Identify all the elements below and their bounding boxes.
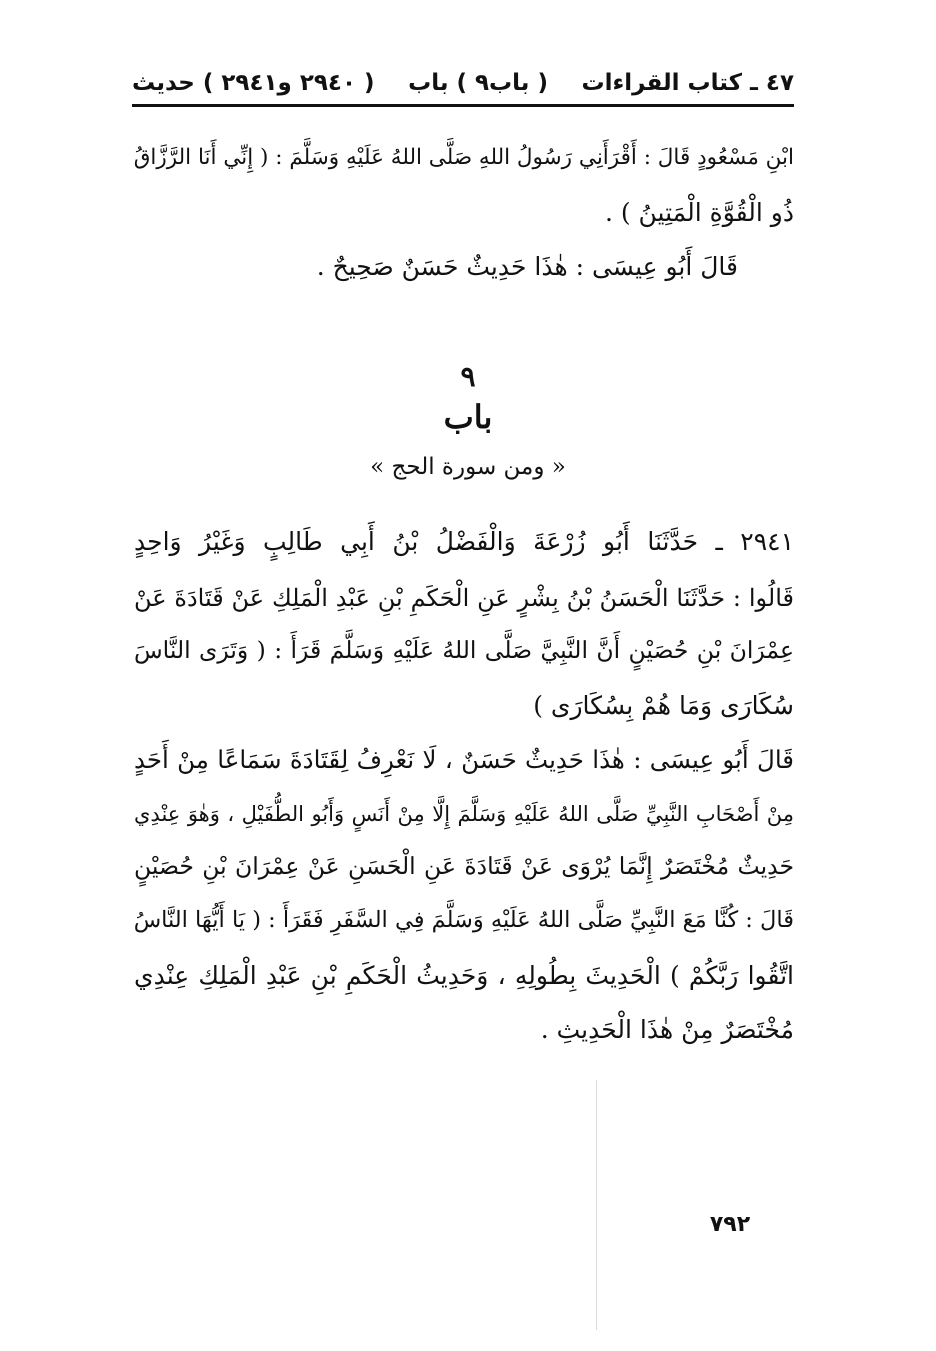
chapter-number: ٩ — [460, 360, 476, 393]
header-rule — [132, 104, 794, 107]
hadith-line-3: عِمْرَانَ بْنِ حُصَيْنٍ أَنَّ النَّبِيَّ صَلَّى اللهُ عَلَيْهِ وَسَلَّمَ قَرَأَ : ( وَتَرَى النَّاسَ — [134, 636, 794, 664]
comment-line-6: مُخْتَصَرٌ مِنْ هٰذَا الْحَدِيثِ . — [540, 1015, 794, 1044]
prev-hadith-line-2: ذُو الْقُوَّةِ الْمَتِينُ ) . — [604, 198, 794, 227]
comment-line-4: قَالَ : كُنَّا مَعَ النَّبِيِّ صَلَّى اللهُ عَلَيْهِ وَسَلَّمَ فِي السَّفَرِ فَقَرَأَ : ( يَا أَيُّهَا النَّاسُ — [133, 907, 794, 933]
prev-hadith-grading: قَالَ أَبُو عِيسَى : هٰذَا حَدِيثٌ حَسَنٌ صَحِيحٌ . — [316, 252, 738, 281]
comment-line-3: حَدِيثٌ مُخْتَصَرٌ إِنَّمَا يُرْوَى عَنْ قَتَادَةَ عَنِ الْحَسَنِ عَنْ عِمْرَانَ بْنِ حُصَيْنٍ — [134, 852, 794, 880]
prev-hadith-line-1: ابْنِ مَسْعُودٍ قَالَ : أَقْرَأَنِي رَسُولُ اللهِ صَلَّى اللهُ عَلَيْهِ وَسَلَّمَ : ( إِنِّي أَنَا الرَّزَّاقُ — [133, 145, 794, 170]
hadith-line-1: ٢٩٤١ ـ حَدَّثَنَا أَبُو زُرْعَةَ وَالْفَضْلُ بْنُ أَبِي طَالِبٍ وَغَيْرُ وَاحِدٍ — [134, 527, 794, 556]
hadith-line-4: سُكَارَى وَمَا هُمْ بِسُكَارَى ) — [533, 691, 794, 720]
hadith-line-2: قَالُوا : حَدَّثَنَا الْحَسَنُ بْنُ بِشْرٍ عَنِ الْحَكَمِ بْنِ عَبْدِ الْمَلِكِ عَنْ قَتَادَةَ عَنْ — [134, 584, 794, 612]
chapter-title: باب — [443, 398, 493, 436]
running-header — [132, 66, 794, 100]
header-book-title: ٤٧ ـ كتاب القراءات — [581, 70, 794, 96]
comment-line-5: اتَّقُوا رَبَّكُمْ ) الْحَدِيثَ بِطُولِهِ ، وَحَدِيثُ الْحَكَمِ بْنِ عَبْدِ الْمَلِكِ عِنْدِي — [134, 961, 794, 990]
comment-line-2: مِنْ أَصْحَابِ النَّبِيِّ صَلَّى اللهُ عَلَيْهِ وَسَلَّمَ إِلَّا مِنْ أَنَسٍ وَأَبُو الطُّفَيْلِ ، وَهٰوَ عِنْدِي — [134, 802, 794, 826]
chapter-subtitle: « ومن سورة الحج » — [370, 454, 566, 480]
header-chapter: ( باب٩ ) باب — [408, 70, 548, 96]
header-hadith-range: ( ٢٩٤٠ و٢٩٤١ ) حديث — [132, 70, 375, 96]
comment-line-1: قَالَ أَبُو عِيسَى : هٰذَا حَدِيثٌ حَسَنٌ ، لَا نَعْرِفُ لِقَتَادَةَ سَمَاعًا مِنْ أَحَدٍ — [134, 745, 794, 774]
scan-gutter-line — [596, 1080, 597, 1330]
page-number: ٧٩٢ — [709, 1212, 751, 1237]
